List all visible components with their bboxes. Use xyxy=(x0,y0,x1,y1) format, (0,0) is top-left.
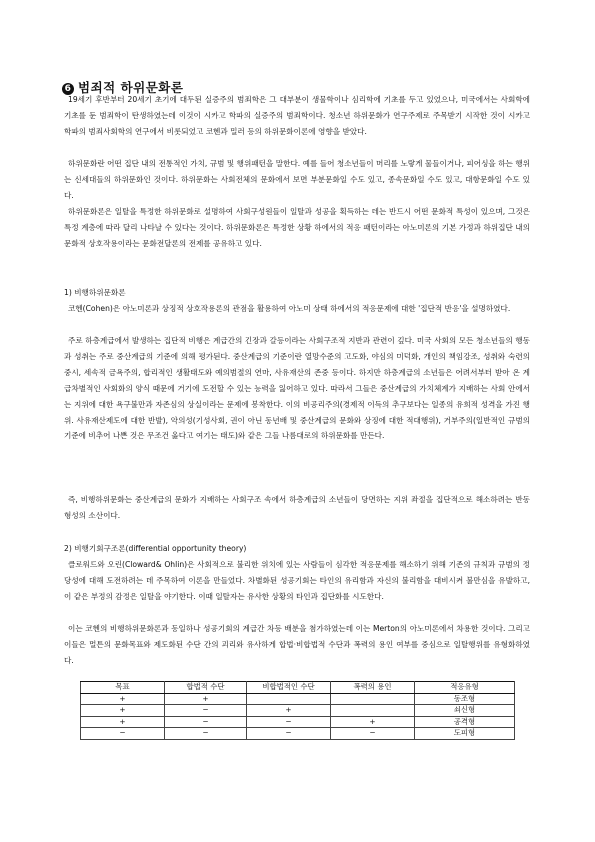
table-cell xyxy=(247,693,331,705)
table-cell: + xyxy=(81,716,165,728)
table-row xyxy=(81,693,515,705)
table-cell: − xyxy=(331,728,415,740)
subsection-1-paragraph-1: 코헨(Cohen)은 아노미론과 상징적 상호작용론의 관점을 활용하여 아노미 상태 하에서의 적응문제에 대한 '집단적 반응'을 설명하였다. xyxy=(68,304,511,313)
table-header-goal: 목표 xyxy=(81,682,165,694)
intro-paragraph-1: 19세기 후반부터 20세기 초기에 대두된 실증주의 범죄학은 그 대부분이 생물학이나 심리학에 기초를 두고 있었으나, 미국에서는 사회학에 기초를 둔 범죄학이 탄생하였는데 이것이 시카고 학파의 실증주의 범죄학이다. 청소년 하위문화가 연구주제로 주목받기 시작한 것이 시카고 학파의 범죄사회학의 연구에서 비롯되었고 코헨과 밀러 등의 하위문화이론에 영향을 받았다. xyxy=(64,95,530,136)
section-title-text: 범죄적 하위문화론 xyxy=(78,80,184,95)
table-cell: 도피형 xyxy=(415,728,515,740)
table-cell: − xyxy=(165,705,247,717)
table-cell: 쇠신형 xyxy=(415,705,515,717)
table-cell xyxy=(331,693,415,705)
table-row xyxy=(81,728,515,740)
table-header-violence: 폭력의 용인 xyxy=(331,682,415,694)
table-cell: − xyxy=(81,728,165,740)
subsection-2-paragraph-2: 이는 코헨의 비행하위문화론과 동일하나 성공기회의 계급간 차등 배분을 첨가하였는데 이는 Merton의 아노미론에서 차용한 것이다. 그리고 이들은 멀튼의 문화목표와 제도화된 수단 간의 괴리와 유사하게 합법·비합법적 수단과 폭력의 용인 여부를 중심으로 일탈행위를 유형화하였다. xyxy=(64,624,530,665)
section-number-bullet: 6 xyxy=(62,83,74,95)
table-cell xyxy=(331,705,415,717)
subsection-2-paragraph-1: 클로워드와 오린(Cloward& Ohlin)은 사회적으로 불리한 위치에 있는 사람들이 심각한 적응문제를 해소하기 위해 기존의 규칙과 규범의 정당성에 대해 도전하려는 데 주목하여 이론을 만들었다. 차별화된 성공기회는 타인의 유리함과 자신의 불리함을 대비시켜 불만심을 유발하고, 이 같은 부정의 감정은 일탈을 야기한다. 이때 일탈자는 유사한 상황의 타인과 집단화를 시도한다. xyxy=(64,560,530,601)
intro-paragraph-3: 하위문화론은 일탈을 특정한 하위문화로 설명하여 사회구성원들이 일탈과 성공을 획득하는 데는 반드시 어떤 문화적 특성이 있으며, 그것은 특정 계층에 따라 달리 나타날 수 있다는 것이다. 하위문화론은 특정한 상황 하에서의 적응 패턴이라는 아노미론의 기본 가정과 하위집단 내의 문화적 상호작용이라는 문화전달론의 전제를 공유하고 있다. xyxy=(64,207,530,248)
table-row xyxy=(81,716,515,728)
table-header-legal-means: 합법적 수단 xyxy=(165,682,247,694)
subsection-1-heading: 1) 비행하위문화론 xyxy=(64,288,126,297)
adaptation-type-table xyxy=(80,681,515,740)
table-cell: + xyxy=(165,693,247,705)
table-cell: 공격형 xyxy=(415,716,515,728)
table-cell: − xyxy=(165,728,247,740)
table-cell: + xyxy=(81,705,165,717)
table-cell: + xyxy=(81,693,165,705)
subsection-2-heading: 2) 비행기회구조론(differential opportunity theory) xyxy=(64,544,247,553)
table-cell: + xyxy=(247,705,331,717)
table-cell: − xyxy=(247,728,331,740)
table-header-row xyxy=(81,682,515,694)
table-cell: 동조형 xyxy=(415,693,515,705)
table-header-adaptation-type: 적응유형 xyxy=(415,682,515,694)
table-cell: − xyxy=(247,716,331,728)
table-cell: + xyxy=(331,716,415,728)
table-header-illegal-means: 비합법적인 수단 xyxy=(247,682,331,694)
table-cell: − xyxy=(165,716,247,728)
subsection-1-paragraph-3: 즉, 비행하위문화는 중산계급의 문화가 지배하는 사회구조 속에서 하층계급의 소년들이 당면하는 지위 좌절을 집단적으로 해소하려는 반동 형성의 소산이다. xyxy=(64,495,530,520)
table-row xyxy=(81,705,515,717)
intro-paragraph-2: 하위문화란 어떤 집단 내의 전통적인 가치, 규범 및 행위패턴을 말한다. 예를 들어 청소년들이 머리를 노랗게 물들이거나, 피어싱을 하는 행위는 신세대들의 하위문화인 것이다. 하위문화는 사회전체의 문화에서 보면 부분문화일 수도 있고, 종속문화일 수도 있고, 대항문화일 수도 있다. xyxy=(64,159,530,200)
subsection-1-paragraph-2: 주로 하층계급에서 발생하는 집단적 비행은 계급간의 긴장과 갈등이라는 사회구조적 지반과 관련이 깊다. 미국 사회의 모든 청소년들의 행동과 성취는 주로 중산계급의 기준에 의해 평가된다. 중산계급의 기준이란 열망수준의 고도화, 야심의 미덕화, 개인의 책임강조, 성취와 숙련의 중시, 세속적 금욕주의, 합리적인 생활태도와 예의범절의 연마, 사유재산의 존중 등이다. 하지만 하층계급의 소년들은 어려서부터 받아 온 계급차별적인 사회화의 양식 때문에 거기에 도전할 수 있는 능력을 잃어하고 있다. 따라서 그들은 중산계급의 가치체계가 지배하는 사회 안에서는 지위에 대한 욕구불만과 자존심의 상실이라는 문제에 봉착한다. 이의 비공리주의(경제적 이득의 추구보다는 일종의 유희적 성격을 가진 행위. 사유재산제도에 대한 반발), 악의성(기성사회, 권이 아닌 동년배 및 중산계급의 문화와 상징에 대한 적대행위), 거부주의(일반적인 규범의 기준에 비추어 나쁜 것은 무조건 옳다고 여기는 태도)와 같은 그들 나름대로의 하위문화를 만든다. xyxy=(64,336,530,441)
